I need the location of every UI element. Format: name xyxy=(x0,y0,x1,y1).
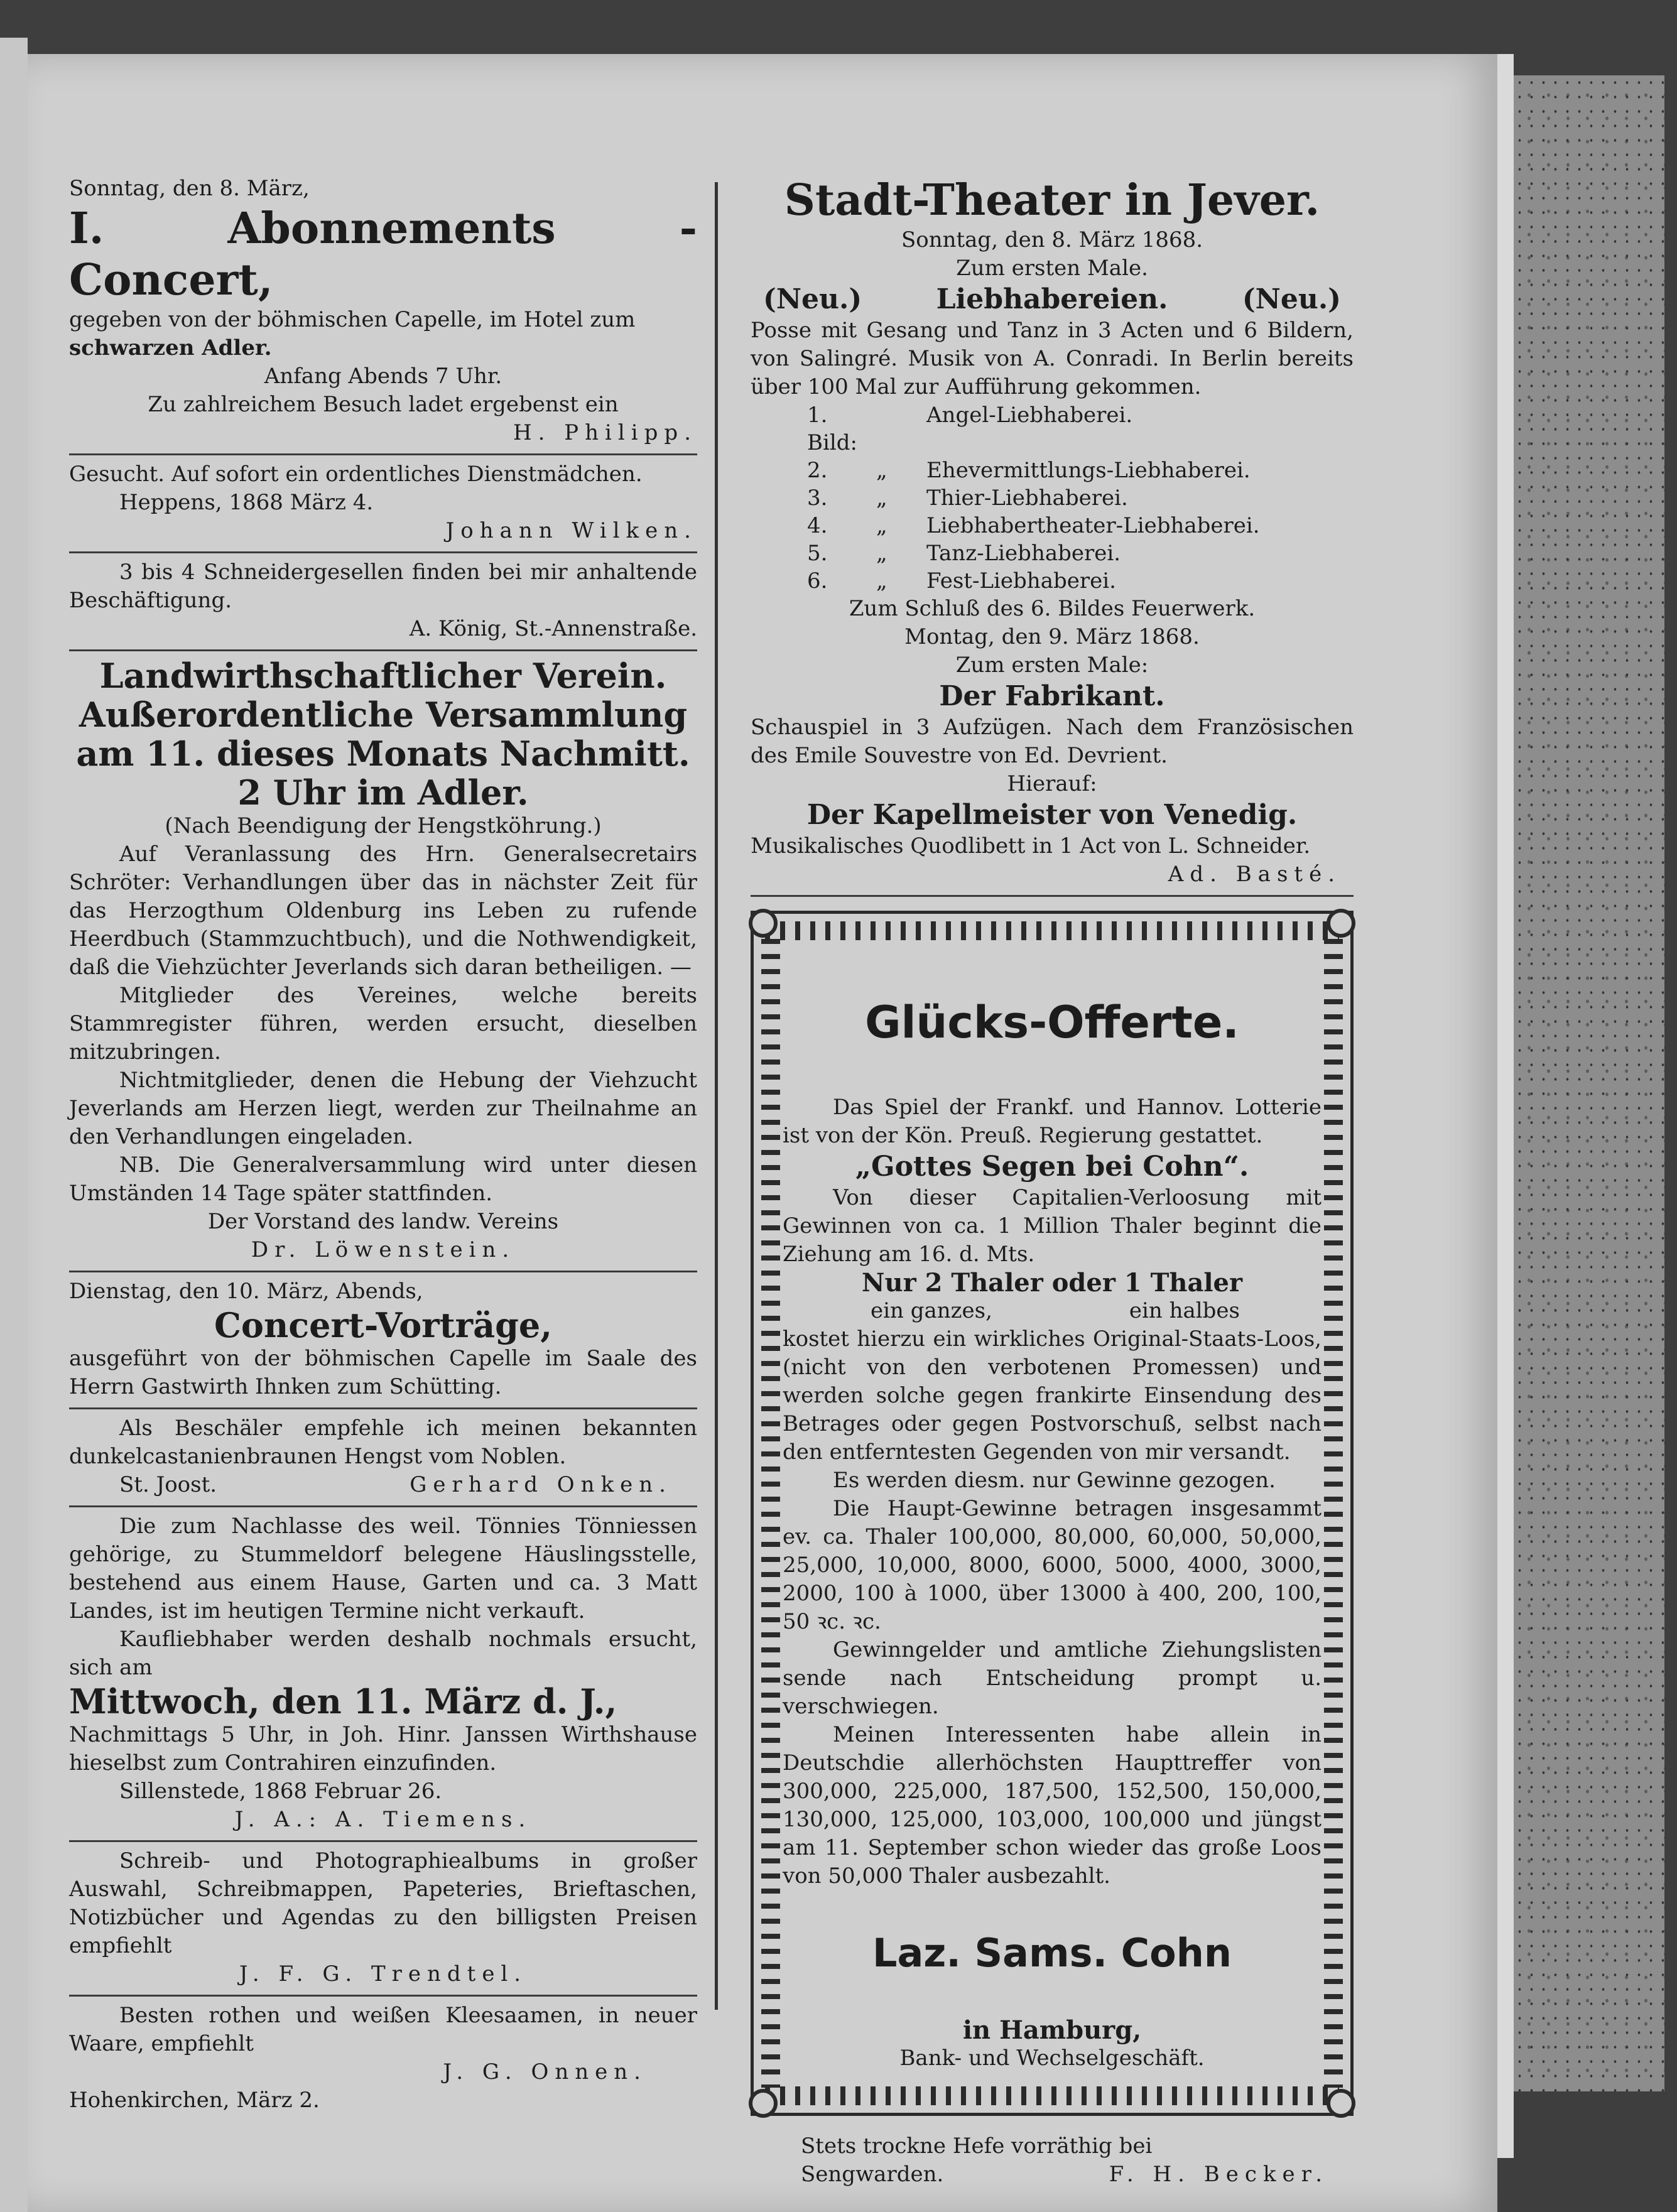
ad-schneider xyxy=(69,553,697,651)
list-item-number: 1. Bild: xyxy=(807,403,857,455)
ad-text: Besten rothen und weißen Kleesaamen, in neuer Waare, empfiehlt xyxy=(69,2003,697,2056)
ad-hengst xyxy=(69,1409,697,1507)
list-item: Liebhabertheater-Liebhaberei. xyxy=(926,513,1260,538)
ad-title: I. Abonnements - Concert, xyxy=(69,203,697,305)
ad-place: in Hamburg, xyxy=(962,2015,1142,2045)
ad-text: 3 bis 4 Schneidergesellen finden bei mir anhaltende Beschäftigung. xyxy=(69,560,697,613)
list-item-ditto: „ xyxy=(876,568,887,594)
ad-trendtel xyxy=(69,1842,697,1997)
ad-heading: Mittwoch, den 11. März d. J., xyxy=(69,1681,617,1721)
ad-text: Zu zahlreichem Besuch ladet ergebenst ein xyxy=(148,392,619,417)
list-item-ditto: „ xyxy=(876,513,887,538)
price-sub-row xyxy=(783,1297,1322,1325)
greek-key-border xyxy=(761,939,780,2088)
book-edge-speckled xyxy=(1514,75,1664,2091)
corner-ornament-icon xyxy=(1327,2089,1355,2118)
ad-text: Als Beschäler empfehle ich meinen bekannten dunkelcastanienbraunen Hengst vom Noblen. xyxy=(69,1416,697,1469)
greek-key-border xyxy=(765,921,1339,940)
ad-signature: Johann Wilken. xyxy=(445,518,697,543)
ad-gesucht xyxy=(69,455,697,553)
list-item: Fest-Liebhaberei. xyxy=(926,568,1116,594)
ad-text: Hierauf: xyxy=(1007,771,1097,796)
corner-ornament-icon xyxy=(1327,909,1355,938)
ad-signature: J. A.: A. Tiemens. xyxy=(234,1807,532,1832)
play-title-row xyxy=(751,283,1354,317)
list-item-number: 3. xyxy=(807,485,828,511)
ad-text: gegeben von der böhmischen Capelle, im Hotel zum xyxy=(69,307,636,332)
ad-text: Meinen Interessenten habe allein in Deutschdie allerhöchsten Haupttreffer von 300,000, 225,000, 187,500, 152,500, 150,000, 130,000, 125,000, 103,000, 100,000 und jüngst am 11. September schon wieder das große Loos von 50,000 Thaler ausbezahlt. xyxy=(783,1722,1322,1889)
ad-signature: A. König, St.-Annenstraße. xyxy=(409,616,697,641)
ad-text: Von dieser Capitalien-Verloosung mit Gewinnen von ca. 1 Million Thaler beginnt die Ziehung am 16. d. Mts. xyxy=(783,1185,1322,1267)
ad-text: Anfang Abends 7 Uhr. xyxy=(264,364,502,389)
ad-signature: J. G. Onnen. xyxy=(443,2059,647,2085)
ad-gluecks-offerte xyxy=(751,911,1354,2116)
ad-abonnements-concert xyxy=(69,170,697,455)
ad-text: Auf Veranlassung des Hrn. Generalsecretairs Schröter: Verhandlungen über das in nächster Zeit für das Herzogthum Oldenburg ins Leben zu rufende Heerdbuch (Stammzuchtbuch), und die Nothwendigkeit, daß die Viehzüchter Jeverlands sich daran betheiligen. — xyxy=(69,842,697,980)
ad-footer xyxy=(751,2160,1354,2189)
ad-footer xyxy=(69,1471,697,1499)
ad-slogan: „Gottes Segen bei Cohn“. xyxy=(855,1151,1249,1183)
ad-text: Das Spiel der Frankf. und Hannov. Lotterie ist von der Kön. Preuß. Regierung gestattet. xyxy=(783,1095,1322,1148)
ad-signature: J. F. G. Trendtel. xyxy=(239,1961,528,1987)
greek-key-border xyxy=(765,2086,1339,2105)
ad-text: Die Haupt-Gewinne betragen insgesammt ev. ca. Thaler 100,000, 80,000, 60,000, 50,000, 25,000, 10,000, 8000, 6000, 5000, 4000, 3000, 2000, 100 à 1000, über 13000 à 400, 200, 100, 50 ꝛc. ꝛc. xyxy=(783,1496,1322,1634)
ad-note: (Neu.) xyxy=(1242,283,1341,315)
ad-text: Zum ersten Male: xyxy=(955,653,1149,678)
ad-stadt-theater xyxy=(751,170,1354,897)
ad-text: NB. Die Generalversammlung wird unter diesen Umständen 14 Tage später stattfinden. xyxy=(69,1152,697,1206)
list-item-number: 4. xyxy=(807,513,828,538)
ad-text: Stets trockne Hefe vorräthig bei xyxy=(801,2133,1153,2159)
ad-place: St. Joost. xyxy=(119,1472,217,1497)
ad-text: Nachmittags 5 Uhr, in Joh. Hinr. Janssen Wirthshause hieselbst zum Contrahiren einzufinden. xyxy=(69,1722,697,1776)
ad-text: Musikalisches Quodlibett in 1 Act von L. Schneider. xyxy=(751,833,1311,859)
list-item: Tanz-Liebhaberei. xyxy=(926,541,1121,566)
ad-date: Sonntag, den 8. März, xyxy=(69,176,310,201)
list-item: Ehevermittlungs-Liebhaberei. xyxy=(926,458,1251,483)
picture-list xyxy=(751,401,1354,595)
list-item: Thier-Liebhaberei. xyxy=(926,485,1128,511)
ad-nachlass xyxy=(69,1507,697,1842)
list-item-ditto xyxy=(876,401,926,457)
ad-place: Heppens, 1868 März 4. xyxy=(119,490,374,515)
ad-signature: H. Philipp. xyxy=(513,420,697,445)
ad-signature: Gerhard Onken. xyxy=(410,1472,672,1497)
page-foredge xyxy=(1497,54,1514,2158)
ad-text: Zum ersten Male. xyxy=(956,256,1148,281)
ad-place: Hohenkirchen, März 2. xyxy=(69,2088,320,2113)
ad-text: Schreib- und Photographiealbums in großer Auswahl, Schreibmappen, Papeteries, Brieftaschen, Notizbücher und Agendas zu den billigsten Preisen empfiehlt xyxy=(69,1848,697,1958)
list-item-number: 2. xyxy=(807,458,828,483)
ad-text: Gesucht. Auf sofort ein ordentliches Dienstmädchen. xyxy=(69,462,643,487)
ad-price: Nur 2 Thaler oder 1 Thaler xyxy=(861,1268,1243,1298)
corner-ornament-icon xyxy=(749,909,778,938)
ad-text: Kaufliebhaber werden deshalb nochmals ersucht, sich am xyxy=(69,1627,697,1680)
ad-text: Gewinngelder und amtliche Ziehungslisten sende nach Entscheidung prompt u. verschwiegen. xyxy=(783,1637,1322,1719)
ad-text: Schauspiel in 3 Aufzügen. Nach dem Französischen des Emile Souvestre von Ed. Devrient. xyxy=(751,715,1354,768)
column-rule xyxy=(715,182,718,2010)
list-item-number: 6. xyxy=(807,568,828,594)
ad-text: schwarzen Adler. xyxy=(69,335,272,361)
left-column xyxy=(69,170,697,2121)
ad-onnen xyxy=(69,1997,697,2121)
ad-date: Sonntag, den 8. März 1868. xyxy=(901,227,1203,252)
greek-key-border xyxy=(1324,939,1343,2088)
ad-signature: F. H. Becker. xyxy=(1109,2162,1328,2187)
ad-heading: Außerordentliche Versammlung am 11. dieses Monats Nachmitt. 2 Uhr im Adler. xyxy=(76,695,690,813)
ad-text: Mitglieder des Vereines, welche bereits Stammregister führen, werden ersucht, dieselben mitzubringen. xyxy=(69,983,697,1065)
play-title: Liebhabereien. xyxy=(936,283,1168,315)
right-column xyxy=(751,170,1354,2195)
list-item-ditto: „ xyxy=(876,458,887,483)
ad-title: Glücks-Offerte. xyxy=(865,997,1239,1048)
ad-text: ein halbes xyxy=(1129,1298,1240,1323)
ad-text: ausgeführt von der böhmischen Capelle im Saale des Herrn Gastwirth Ihnken zum Schütting. xyxy=(69,1346,697,1399)
ad-landwirthschaftlicher-verein xyxy=(69,651,697,1272)
ad-date: Montag, den 9. März 1868. xyxy=(904,624,1200,649)
ad-note: (Nach Beendigung der Hengstköhrung.) xyxy=(165,813,602,838)
list-item: Angel-Liebhaberei. xyxy=(926,403,1133,428)
ad-text: Die zum Nachlasse des weil. Tönnies Tönniessen gehörige, zu Stummeldorf belegene Häuslingsstelle, bestehend aus einem Hause, Garten und ca. 3 Matt Landes, ist im heutigen Termine nicht verkauft. xyxy=(69,1514,697,1624)
list-item-ditto: „ xyxy=(876,485,887,511)
ad-hefe xyxy=(751,2127,1354,2195)
ad-text: Bank- und Wechselgeschäft. xyxy=(899,2046,1205,2071)
firm-name: Laz. Sams. Cohn xyxy=(872,1930,1232,1976)
ad-text: Es werden diesm. nur Gewinne gezogen. xyxy=(833,1468,1276,1493)
play-title: Der Kapellmeister von Venedig. xyxy=(806,799,1298,831)
ad-place: Sillenstede, 1868 Februar 26. xyxy=(119,1779,442,1804)
ad-text: Posse mit Gesang und Tanz in 3 Acten und 6 Bildern, von Salingré. Musik von A. Conradi. In Berlin bereits über 100 Mal zur Aufführung gekommen. xyxy=(751,318,1354,399)
ad-date: Dienstag, den 10. März, Abends, xyxy=(69,1279,423,1304)
ad-text: Zum Schluß des 6. Bildes Feuerwerk. xyxy=(849,596,1256,621)
left-page-edge xyxy=(0,38,28,2212)
ad-signature: Dr. Löwenstein. xyxy=(251,1237,516,1262)
ad-text: kostet hierzu ein wirkliches Original-Staats-Loos, (nicht von den verbotenen Promessen) und werden solche gegen frankirte Einsendung des Betrages oder gegen Postvorschuß, selbst nach den entferntesten Gegenden von mir versandt. xyxy=(783,1326,1322,1465)
ad-signature: Der Vorstand des landw. Vereins xyxy=(207,1209,559,1234)
ad-text: ein ganzes, xyxy=(871,1298,992,1323)
ad-place: Sengwarden. xyxy=(801,2162,944,2187)
ad-title: Landwirthschaftlicher Verein. xyxy=(99,656,667,696)
ad-signature: Ad. Basté. xyxy=(1168,862,1341,887)
list-item-ditto: „ xyxy=(876,541,887,566)
corner-ornament-icon xyxy=(749,2089,778,2118)
ad-title: Stadt-Theater in Jever. xyxy=(784,175,1320,225)
play-title: Der Fabrikant. xyxy=(939,680,1165,712)
list-item-number: 5. xyxy=(807,541,828,566)
ad-text: Nichtmitglieder, denen die Hebung der Viehzucht Jeverlands am Herzen liegt, werden zur Theilnahme an den Verhandlungen eingeladen. xyxy=(69,1068,697,1149)
ad-concert-vortraege xyxy=(69,1272,697,1409)
ad-title: Concert-Vorträge, xyxy=(214,1305,553,1345)
ad-note: (Neu.) xyxy=(763,283,862,315)
